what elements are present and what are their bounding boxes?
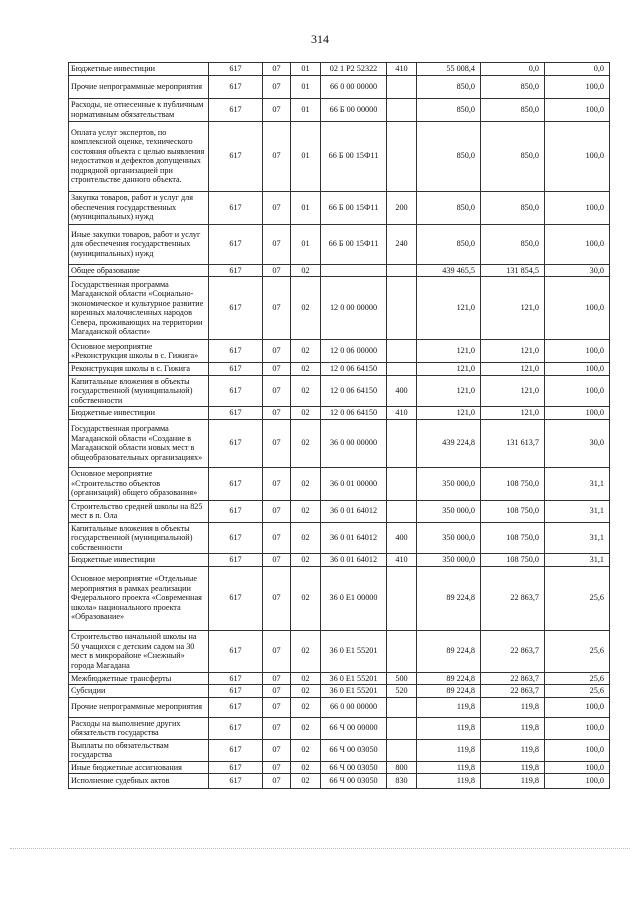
cell-percent: 100,0 (545, 340, 610, 363)
cell-percent: 100,0 (545, 717, 610, 739)
cell-pr: 02 (291, 566, 321, 630)
table-row (69, 191, 610, 224)
cell-plan: 439 224,8 (417, 419, 481, 467)
cell-csr: 66 Ч 00 03050 (321, 739, 387, 761)
table-row (69, 277, 610, 340)
cell-plan: 350 000,0 (417, 500, 481, 522)
cell-vr: 410 (387, 554, 417, 567)
cell-pr: 02 (291, 340, 321, 363)
row-name: Реконструкция школы в с. Гижига (69, 363, 209, 376)
table-row (69, 630, 610, 672)
cell-rz: 07 (263, 774, 291, 789)
cell-vr: 500 (387, 672, 417, 685)
row-name: Государственная программа Магаданской области «Создание в Магаданской области новых мест в общеобразовательных организациях» (69, 419, 209, 467)
cell-rz: 07 (263, 375, 291, 407)
table-row (69, 554, 610, 567)
cell-rz: 07 (263, 264, 291, 277)
cell-plan: 850,0 (417, 98, 481, 121)
cell-gr: 617 (209, 277, 263, 340)
cell-csr: 66 Ч 00 00000 (321, 717, 387, 739)
cell-plan: 121,0 (417, 277, 481, 340)
cell-fact: 22 863,7 (481, 630, 545, 672)
row-name: Прочие непрограммные мероприятия (69, 697, 209, 717)
cell-gr: 617 (209, 63, 263, 76)
cell-csr: 66 0 00 00000 (321, 75, 387, 98)
cell-fact: 108 750,0 (481, 467, 545, 500)
table-row (69, 685, 610, 698)
cell-plan: 89 224,8 (417, 685, 481, 698)
cell-pr: 02 (291, 697, 321, 717)
cell-plan: 89 224,8 (417, 566, 481, 630)
cell-percent: 100,0 (545, 224, 610, 264)
cell-percent: 31,1 (545, 554, 610, 567)
cell-percent: 100,0 (545, 407, 610, 420)
cell-plan: 439 465,5 (417, 264, 481, 277)
row-name: Общее образование (69, 264, 209, 277)
cell-plan: 850,0 (417, 121, 481, 191)
cell-percent: 0,0 (545, 63, 610, 76)
cell-percent: 30,0 (545, 419, 610, 467)
cell-pr: 02 (291, 363, 321, 376)
cell-vr (387, 75, 417, 98)
cell-csr (321, 264, 387, 277)
row-name: Закупка товаров, работ и услуг для обеспечения государственных (муниципальных) нужд (69, 191, 209, 224)
cell-percent: 25,6 (545, 672, 610, 685)
cell-percent: 100,0 (545, 697, 610, 717)
cell-percent: 100,0 (545, 739, 610, 761)
cell-percent: 100,0 (545, 121, 610, 191)
cell-rz: 07 (263, 98, 291, 121)
cell-csr: 36 0 01 64012 (321, 500, 387, 522)
row-name: Строительство начальной школы на 50 учащихся с детским садом на 30 мест в микрорайоне «Снежный» города Магадана (69, 630, 209, 672)
row-name: Государственная программа Магаданской области «Социально-экономическое и культурное развитие коренных малочисленных народов Севера, проживающих на территории Магаданской области» (69, 277, 209, 340)
cell-rz: 07 (263, 75, 291, 98)
cell-percent: 100,0 (545, 277, 610, 340)
cell-pr: 01 (291, 98, 321, 121)
cell-pr: 02 (291, 774, 321, 789)
cell-rz: 07 (263, 340, 291, 363)
cell-plan: 350 000,0 (417, 467, 481, 500)
cell-plan: 350 000,0 (417, 522, 481, 554)
cell-fact: 119,8 (481, 739, 545, 761)
cell-plan: 121,0 (417, 363, 481, 376)
cell-pr: 01 (291, 121, 321, 191)
cell-fact: 108 750,0 (481, 522, 545, 554)
cell-pr: 01 (291, 63, 321, 76)
row-name: Расходы на выполнение других обязательств государства (69, 717, 209, 739)
cell-gr: 617 (209, 340, 263, 363)
cell-fact: 119,8 (481, 761, 545, 774)
cell-percent: 25,6 (545, 685, 610, 698)
cell-vr (387, 363, 417, 376)
cell-pr: 02 (291, 554, 321, 567)
cell-vr (387, 697, 417, 717)
cell-fact: 22 863,7 (481, 672, 545, 685)
row-name: Исполнение судебных актов (69, 774, 209, 789)
cell-percent: 31,1 (545, 467, 610, 500)
cell-gr: 617 (209, 375, 263, 407)
cell-rz: 07 (263, 717, 291, 739)
cell-gr: 617 (209, 630, 263, 672)
bottom-dotted-line (10, 848, 630, 849)
cell-fact: 22 863,7 (481, 685, 545, 698)
row-name: Оплата услуг экспертов, по комплексной оценке, технического состояния объекта с целью выявления недостатков и дефектов допущенных подрядной организацией при строительстве данного объекта. (69, 121, 209, 191)
table-row (69, 761, 610, 774)
cell-percent: 25,6 (545, 566, 610, 630)
cell-csr: 36 0 00 00000 (321, 419, 387, 467)
cell-pr: 01 (291, 224, 321, 264)
cell-rz: 07 (263, 500, 291, 522)
table-row (69, 98, 610, 121)
cell-gr: 617 (209, 566, 263, 630)
cell-vr (387, 264, 417, 277)
table-row (69, 121, 610, 191)
cell-csr: 66 Б 00 15Ф11 (321, 121, 387, 191)
cell-rz: 07 (263, 363, 291, 376)
cell-plan: 121,0 (417, 375, 481, 407)
cell-plan: 119,8 (417, 739, 481, 761)
table-row (69, 363, 610, 376)
cell-vr: 400 (387, 522, 417, 554)
row-name: Межбюджетные трансферты (69, 672, 209, 685)
cell-vr (387, 98, 417, 121)
cell-vr: 410 (387, 407, 417, 420)
cell-gr: 617 (209, 554, 263, 567)
row-name: Строительство средней школы на 825 мест в п. Ола (69, 500, 209, 522)
cell-vr: 830 (387, 774, 417, 789)
cell-csr: 36 0 E1 55201 (321, 672, 387, 685)
table-row (69, 419, 610, 467)
cell-rz: 07 (263, 191, 291, 224)
cell-fact: 121,0 (481, 407, 545, 420)
table-row (69, 697, 610, 717)
cell-gr: 617 (209, 75, 263, 98)
cell-pr: 02 (291, 717, 321, 739)
cell-vr (387, 739, 417, 761)
cell-rz: 07 (263, 224, 291, 264)
cell-gr: 617 (209, 224, 263, 264)
cell-vr (387, 419, 417, 467)
cell-percent: 100,0 (545, 761, 610, 774)
table-row (69, 467, 610, 500)
cell-rz: 07 (263, 467, 291, 500)
cell-percent: 31,1 (545, 522, 610, 554)
row-name: Бюджетные инвестиции (69, 407, 209, 420)
cell-vr: 410 (387, 63, 417, 76)
table-row (69, 264, 610, 277)
cell-gr: 617 (209, 363, 263, 376)
cell-percent: 100,0 (545, 363, 610, 376)
cell-percent: 25,6 (545, 630, 610, 672)
row-name: Бюджетные инвестиции (69, 63, 209, 76)
cell-pr: 02 (291, 277, 321, 340)
cell-rz: 07 (263, 761, 291, 774)
cell-gr: 617 (209, 717, 263, 739)
cell-plan: 350 000,0 (417, 554, 481, 567)
cell-csr: 36 0 01 64012 (321, 554, 387, 567)
row-name: Капитальные вложения в объекты государственной (муниципальной) собственности (69, 375, 209, 407)
cell-pr: 02 (291, 672, 321, 685)
budget-table (68, 62, 610, 789)
cell-plan: 55 008,4 (417, 63, 481, 76)
cell-vr: 520 (387, 685, 417, 698)
cell-plan: 119,8 (417, 717, 481, 739)
cell-csr: 12 0 06 00000 (321, 340, 387, 363)
cell-fact: 22 863,7 (481, 566, 545, 630)
cell-rz: 07 (263, 554, 291, 567)
table-row (69, 522, 610, 554)
cell-fact: 121,0 (481, 277, 545, 340)
cell-percent: 100,0 (545, 375, 610, 407)
cell-vr: 200 (387, 191, 417, 224)
cell-rz: 07 (263, 407, 291, 420)
cell-fact: 850,0 (481, 191, 545, 224)
cell-rz: 07 (263, 522, 291, 554)
table-row (69, 739, 610, 761)
cell-gr: 617 (209, 121, 263, 191)
cell-fact: 108 750,0 (481, 554, 545, 567)
cell-fact: 119,8 (481, 774, 545, 789)
table-row (69, 224, 610, 264)
cell-gr: 617 (209, 739, 263, 761)
cell-gr: 617 (209, 419, 263, 467)
cell-vr (387, 340, 417, 363)
cell-csr: 12 0 06 64150 (321, 375, 387, 407)
cell-fact: 850,0 (481, 75, 545, 98)
cell-plan: 121,0 (417, 407, 481, 420)
cell-csr: 36 0 01 64012 (321, 522, 387, 554)
table-row (69, 774, 610, 789)
cell-fact: 0,0 (481, 63, 545, 76)
cell-vr (387, 630, 417, 672)
cell-vr (387, 500, 417, 522)
cell-vr: 400 (387, 375, 417, 407)
cell-pr: 02 (291, 739, 321, 761)
cell-rz: 07 (263, 566, 291, 630)
cell-fact: 131 854,5 (481, 264, 545, 277)
table-row (69, 63, 610, 76)
cell-fact: 131 613,7 (481, 419, 545, 467)
cell-pr: 02 (291, 522, 321, 554)
cell-csr: 02 1 P2 52322 (321, 63, 387, 76)
cell-plan: 850,0 (417, 191, 481, 224)
row-name: Основное мероприятие «Реконструкция школы в с. Гижига» (69, 340, 209, 363)
cell-rz: 07 (263, 419, 291, 467)
cell-gr: 617 (209, 191, 263, 224)
cell-fact: 119,8 (481, 697, 545, 717)
cell-pr: 02 (291, 761, 321, 774)
cell-plan: 89 224,8 (417, 672, 481, 685)
cell-pr: 01 (291, 191, 321, 224)
row-name: Прочие непрограммные мероприятия (69, 75, 209, 98)
cell-percent: 100,0 (545, 98, 610, 121)
row-name: Основное мероприятие «Отдельные мероприятия в рамках реализации Федерального проекта «Современная школа» национального проекта «Образование» (69, 566, 209, 630)
cell-fact: 121,0 (481, 340, 545, 363)
row-name: Субсидии (69, 685, 209, 698)
cell-percent: 31,1 (545, 500, 610, 522)
cell-gr: 617 (209, 407, 263, 420)
row-name: Иные бюджетные ассигнования (69, 761, 209, 774)
cell-percent: 30,0 (545, 264, 610, 277)
cell-csr: 66 Б 00 15Ф11 (321, 191, 387, 224)
cell-fact: 119,8 (481, 717, 545, 739)
row-name: Капитальные вложения в объекты государственной (муниципальной) собственности (69, 522, 209, 554)
cell-gr: 617 (209, 685, 263, 698)
cell-fact: 850,0 (481, 121, 545, 191)
cell-vr (387, 277, 417, 340)
cell-rz: 07 (263, 739, 291, 761)
cell-gr: 617 (209, 467, 263, 500)
table-row (69, 717, 610, 739)
cell-rz: 07 (263, 630, 291, 672)
cell-gr: 617 (209, 697, 263, 717)
table-body (69, 63, 610, 789)
cell-csr: 66 Ч 00 03050 (321, 761, 387, 774)
cell-fact: 121,0 (481, 363, 545, 376)
cell-pr: 01 (291, 75, 321, 98)
cell-pr: 02 (291, 419, 321, 467)
cell-gr: 617 (209, 500, 263, 522)
cell-plan: 119,8 (417, 761, 481, 774)
cell-rz: 07 (263, 697, 291, 717)
cell-csr: 66 Ч 00 03050 (321, 774, 387, 789)
row-name: Основное мероприятие «Строительство объектов (организаций) общего образования» (69, 467, 209, 500)
cell-csr: 36 0 E1 00000 (321, 566, 387, 630)
cell-fact: 850,0 (481, 224, 545, 264)
table-row (69, 566, 610, 630)
cell-csr: 36 0 E1 55201 (321, 630, 387, 672)
cell-csr: 12 0 00 00000 (321, 277, 387, 340)
cell-fact: 108 750,0 (481, 500, 545, 522)
cell-rz: 07 (263, 63, 291, 76)
cell-pr: 02 (291, 685, 321, 698)
cell-gr: 617 (209, 672, 263, 685)
table-row (69, 375, 610, 407)
cell-vr: 800 (387, 761, 417, 774)
table-row (69, 75, 610, 98)
table-row (69, 672, 610, 685)
cell-vr (387, 121, 417, 191)
cell-fact: 850,0 (481, 98, 545, 121)
cell-plan: 119,8 (417, 697, 481, 717)
cell-fact: 121,0 (481, 375, 545, 407)
cell-csr: 36 0 E1 55201 (321, 685, 387, 698)
cell-percent: 100,0 (545, 75, 610, 98)
cell-pr: 02 (291, 375, 321, 407)
cell-plan: 121,0 (417, 340, 481, 363)
cell-pr: 02 (291, 264, 321, 277)
table-row (69, 500, 610, 522)
cell-rz: 07 (263, 672, 291, 685)
cell-csr: 12 0 06 64150 (321, 407, 387, 420)
table-row (69, 340, 610, 363)
cell-gr: 617 (209, 264, 263, 277)
cell-gr: 617 (209, 761, 263, 774)
cell-percent: 100,0 (545, 191, 610, 224)
cell-csr: 66 Б 00 15Ф11 (321, 224, 387, 264)
cell-pr: 02 (291, 407, 321, 420)
cell-vr: 240 (387, 224, 417, 264)
row-name: Бюджетные инвестиции (69, 554, 209, 567)
cell-rz: 07 (263, 277, 291, 340)
cell-vr (387, 467, 417, 500)
cell-plan: 119,8 (417, 774, 481, 789)
cell-csr: 36 0 01 00000 (321, 467, 387, 500)
cell-rz: 07 (263, 121, 291, 191)
cell-rz: 07 (263, 685, 291, 698)
cell-pr: 02 (291, 467, 321, 500)
cell-pr: 02 (291, 630, 321, 672)
cell-gr: 617 (209, 98, 263, 121)
cell-plan: 850,0 (417, 75, 481, 98)
cell-vr (387, 717, 417, 739)
row-name: Иные закупки товаров, работ и услуг для обеспечения государственных (муниципальных) нужд (69, 224, 209, 264)
cell-gr: 617 (209, 522, 263, 554)
row-name: Выплаты по обязательствам государства (69, 739, 209, 761)
cell-plan: 850,0 (417, 224, 481, 264)
cell-gr: 617 (209, 774, 263, 789)
cell-csr: 66 Б 00 00000 (321, 98, 387, 121)
cell-percent: 100,0 (545, 774, 610, 789)
row-name: Расходы, не отнесенные к публичным нормативным обязательствам (69, 98, 209, 121)
cell-vr (387, 566, 417, 630)
cell-pr: 02 (291, 500, 321, 522)
cell-plan: 89 224,8 (417, 630, 481, 672)
cell-csr: 66 0 00 00000 (321, 697, 387, 717)
table-row (69, 407, 610, 420)
cell-csr: 12 0 06 64150 (321, 363, 387, 376)
page-number: 314 (311, 32, 329, 46)
